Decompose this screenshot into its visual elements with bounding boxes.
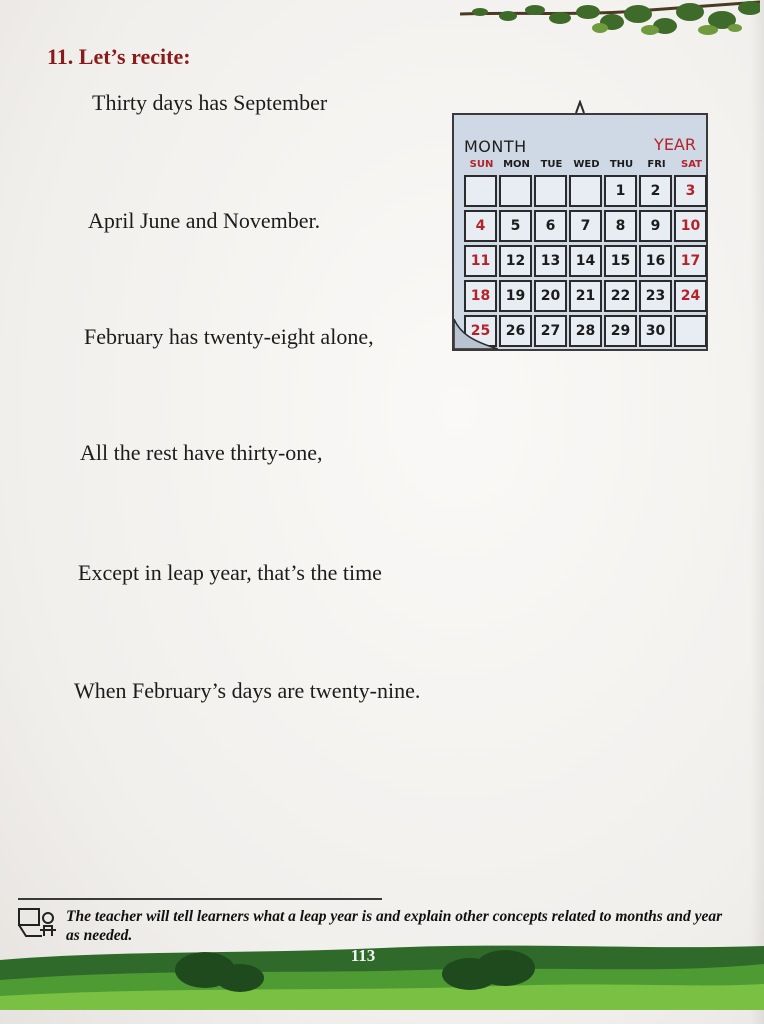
calendar-date-cell: 7: [569, 210, 602, 242]
poem-line-4: All the rest have thirty-one,: [80, 440, 323, 465]
calendar-date-cell: 3: [674, 175, 707, 207]
calendar-date-cell: 13: [534, 245, 567, 277]
calendar-date-cell: 17: [674, 245, 707, 277]
calendar-date-cell: 4: [464, 210, 497, 242]
calendar-date-cell: 6: [534, 210, 567, 242]
footer-divider: [18, 898, 382, 900]
calendar-date-cell: 19: [499, 280, 532, 312]
calendar-date-cell: 1: [604, 175, 637, 207]
calendar-date-cell: 29: [604, 315, 637, 347]
calendar-date-cell: 27: [534, 315, 567, 347]
day-name-mon: MON: [503, 159, 530, 170]
day-name-tue: TUE: [540, 159, 563, 170]
calendar-date-cell: 22: [604, 280, 637, 312]
calendar-date-cell: 16: [639, 245, 672, 277]
tree-branch-icon: [460, 0, 760, 40]
day-name-wed: WED: [573, 159, 600, 170]
calendar-date-cell: 15: [604, 245, 637, 277]
day-name-sun: SUN: [469, 159, 494, 170]
poem-line-5: Except in leap year, that’s the time: [78, 560, 382, 585]
calendar-day-names: [464, 159, 710, 173]
calendar-date-cell: 14: [569, 245, 602, 277]
poem-line-1: Thirty days has September: [92, 90, 328, 115]
page-curl: [454, 309, 498, 349]
calendar-date-cell: [499, 175, 532, 207]
calendar-date-cell: 28: [569, 315, 602, 347]
calendar-date-cell: [674, 315, 707, 347]
calendar-month-label: MONTH: [464, 137, 527, 156]
calendar-sheet: [452, 113, 708, 351]
calendar-illustration: [446, 100, 716, 354]
day-name-thu: THU: [609, 159, 634, 170]
day-name-sat: SAT: [681, 159, 702, 170]
day-name-fri: FRI: [647, 159, 666, 170]
calendar-date-cell: 24: [674, 280, 707, 312]
calendar-date-cell: 11: [464, 245, 497, 277]
calendar-date-cell: 21: [569, 280, 602, 312]
calendar-date-cell: 10: [674, 210, 707, 242]
calendar-year-label: YEAR: [654, 135, 696, 154]
calendar-date-cell: 23: [639, 280, 672, 312]
teacher-note: The teacher will tell learners what a leap year is and explain other concepts related to months and year as needed.: [66, 908, 723, 944]
page-edge-shadow: [750, 0, 764, 1024]
calendar-date-cell: 20: [534, 280, 567, 312]
calendar-date-cell: 9: [639, 210, 672, 242]
calendar-date-cell: 30: [639, 315, 672, 347]
calendar-date-cell: [569, 175, 602, 207]
calendar-date-cell: 25: [464, 315, 497, 347]
calendar-date-cell: [534, 175, 567, 207]
calendar-date-cell: 26: [499, 315, 532, 347]
exercise-heading: 11. Let’s recite:: [47, 44, 191, 69]
calendar-date-cell: 5: [499, 210, 532, 242]
calendar-hanger-icon: [574, 100, 586, 114]
calendar-date-cell: 18: [464, 280, 497, 312]
poem-line-3: February has twenty-eight alone,: [84, 324, 374, 349]
poem-line-6: When February’s days are twenty-nine.: [74, 678, 421, 703]
calendar-date-grid: [464, 175, 710, 353]
page-number: 113: [350, 946, 376, 965]
calendar-date-cell: 12: [499, 245, 532, 277]
calendar-date-cell: 8: [604, 210, 637, 242]
calendar-date-cell: 2: [639, 175, 672, 207]
teacher-note-icon: [16, 906, 60, 944]
poem-line-2: April June and November.: [88, 208, 321, 233]
calendar-date-cell: [464, 175, 497, 207]
